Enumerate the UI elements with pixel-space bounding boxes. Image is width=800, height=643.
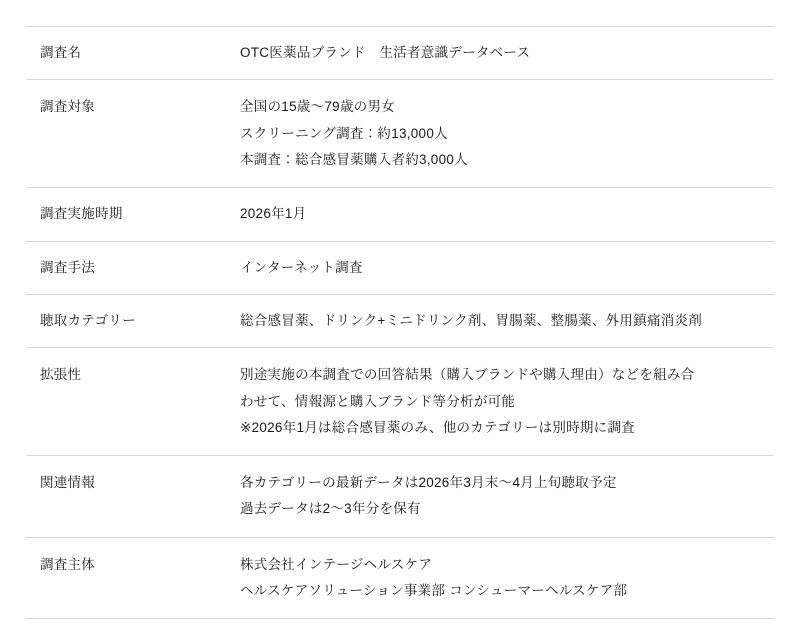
value-line: ヘルスケアソリューション事業部 コンシューマーヘルスケア部	[240, 583, 628, 599]
value-line: 本調査：総合感冒薬購入者約3,000人	[240, 151, 468, 167]
row-label-survey-organizer: 調査主体	[40, 556, 96, 572]
value-line: インターネット調査	[240, 259, 363, 275]
table-row	[26, 27, 774, 80]
row-label-related-info: 関連情報	[40, 475, 96, 491]
value-line: 全国の15歳〜79歳の男女	[240, 99, 396, 115]
row-value-survey-method	[216, 241, 774, 294]
row-label-survey-target: 調査対象	[40, 99, 96, 115]
table-row	[26, 294, 774, 347]
table-row	[26, 80, 774, 188]
value-line: ※2026年1月は総合感冒薬のみ、他のカテゴリーは別時期に調査	[240, 419, 635, 435]
value-line: 別途実施の本調査での回答結果（購入ブランドや購入理由）などを組み合	[240, 367, 695, 383]
row-value-survey-target	[216, 80, 774, 188]
value-line: 過去データは2〜3年分を保有	[240, 501, 421, 517]
table-body	[26, 27, 774, 619]
table-row	[26, 537, 774, 619]
row-value-categories	[216, 294, 774, 347]
row-value-survey-organizer	[216, 537, 774, 619]
row-label-survey-method: 調査手法	[40, 259, 96, 275]
row-label-survey-name: 調査名	[40, 45, 82, 60]
row-value-survey-period	[216, 188, 774, 241]
value-line: 株式会社インテージヘルスケア	[240, 556, 433, 572]
table-row	[26, 456, 774, 538]
value-line: スクリーニング調査：約13,000人	[240, 125, 448, 141]
value-line: 総合感冒薬、ドリンク+ミニドリンク剤、胃腸薬、整腸薬、外用鎮痛消炎剤	[240, 312, 703, 328]
value-line: 2026年1月	[240, 206, 307, 222]
table-row	[26, 241, 774, 294]
row-label-categories: 聴取カテゴリー	[40, 312, 136, 328]
value-line: 各カテゴリーの最新データは2026年3月末〜4月上旬聴取予定	[240, 475, 617, 491]
row-value-extensibility	[216, 348, 774, 456]
survey-specification-table	[26, 26, 774, 619]
value-line: OTC医薬品ブランド 生活者意識データベース	[240, 45, 531, 60]
row-label-extensibility: 拡張性	[40, 367, 82, 383]
value-line: わせて、情報源と購入ブランド等分析が可能	[240, 393, 516, 409]
row-label-survey-period: 調査実施時期	[40, 206, 123, 222]
row-value-related-info	[216, 456, 774, 538]
table-row	[26, 188, 774, 241]
table-row	[26, 348, 774, 456]
row-value-survey-name	[216, 27, 774, 80]
